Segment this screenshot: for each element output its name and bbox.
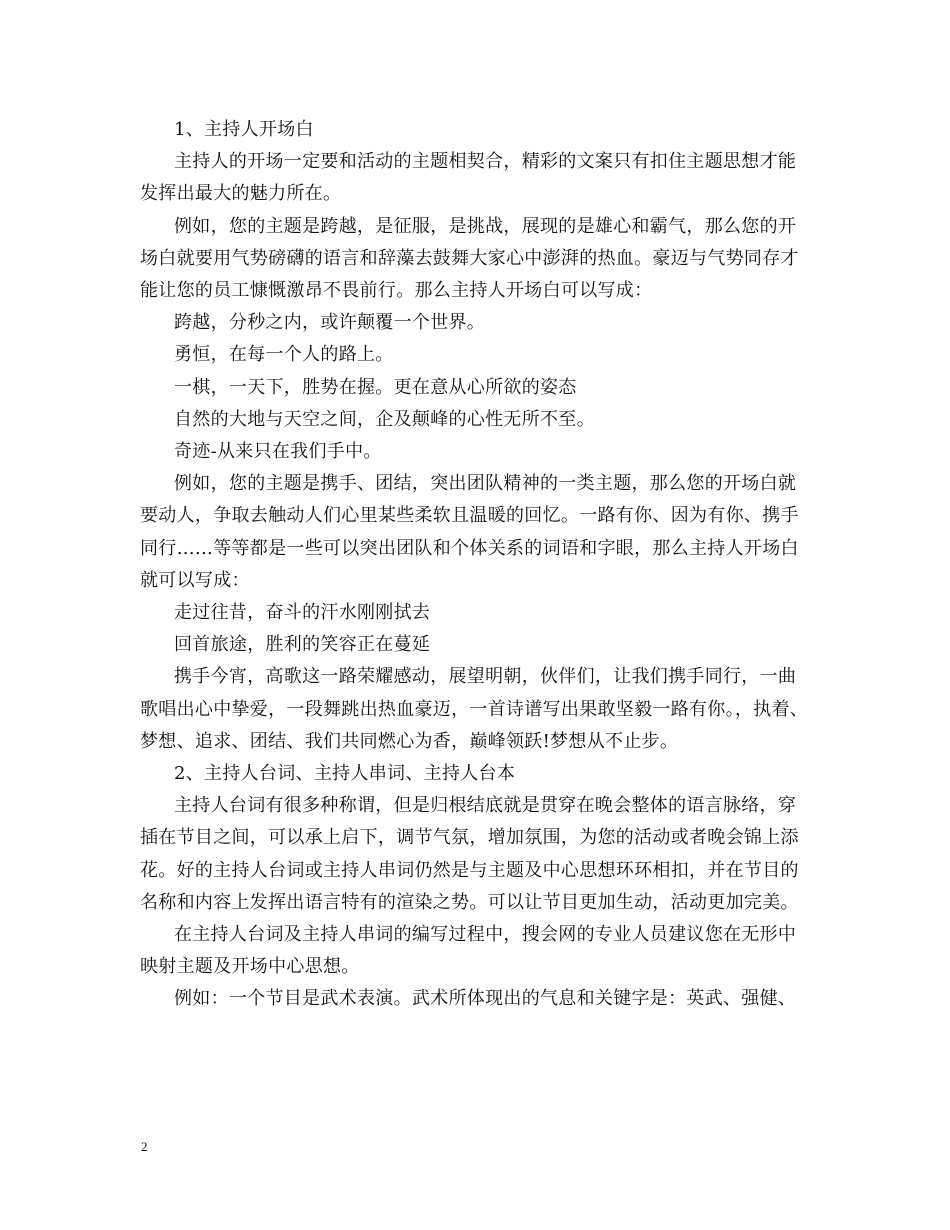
verse-line: 勇恒，在每一个人的路上。 <box>174 344 394 366</box>
paragraph: 携手今宵，高歌这一路荣耀感动，展望明朝，伙伴们，让我们携手同行，一曲歌唱出心中挚爱，一段舞跳出热血豪迈，一首诗谱写出果敢坚毅一路有你。，执着、梦想、追求、团结、我们共同燃心为香，巅峰领跃!梦想从不止步。 <box>140 666 809 752</box>
paragraph: 在主持人台词及主持人串词的编写过程中，搜会网的专业人员建议您在无形中映射主题及开场中心思想。 <box>140 924 797 978</box>
verse-line: 自然的大地与天空之间，企及颠峰的心性无所不至。 <box>174 408 595 430</box>
document-body <box>140 114 812 1016</box>
verse-line: 回首旅途，胜利的笑容正在蔓延 <box>174 634 431 656</box>
paragraph: 例如，您的主题是跨越，是征服，是挑战，展现的是雄心和霸气，那么您的开场白就要用气势磅礴的语言和辞藻去鼓舞大家心中澎湃的热血。豪迈与气势同存才能让您的员工慷慨激昂不畏前行。那么主持人开场白可以写成： <box>140 215 799 302</box>
verse-line: 跨越，分秒之内，或许颠覆一个世界。 <box>174 312 486 334</box>
paragraph: 主持人台词有很多种称谓，但是归根结底就是贯穿在晚会整体的语言脉络，穿插在节目之间，可以承上启下，调节气氛，增加氛围，为您的活动或者晚会锦上添花。好的主持人台词或主持人串词仍然是与主题及中心思想环环相扣，并在节目的名称和内容上发挥出语言特有的渲染之势。可以让节目更加生动，活动更加完美。 <box>140 795 799 913</box>
verse-line: 一棋，一天下，胜势在握。更在意从心所欲的姿态 <box>174 376 577 398</box>
heading-opening-remarks: 1、主持人开场白 <box>174 119 314 140</box>
heading-host-script: 2、主持人台词、主持人串词、主持人台本 <box>174 763 516 785</box>
verse-line: 走过往昔，奋斗的汗水刚刚拭去 <box>174 602 431 624</box>
paragraph: 例如：一个节目是武术表演。武术所体现出的气息和关键字是：英武、强健、 <box>174 988 797 1010</box>
paragraph: 例如，您的主题是携手、团结，突出团队精神的一类主题，那么您的开场白就要动人，争取去触动人们心里某些柔软且温暖的回忆。一路有你、因为有你、携手同行……等等都是一些可以突出团队和个体关系的词语和字眼，那么主持人开场白就可以写成： <box>140 473 799 591</box>
verse-line: 奇迹-从来只在我们手中。 <box>174 441 382 463</box>
page-number: 2 <box>141 1139 148 1154</box>
paragraph: 主持人的开场一定要和活动的主题相契合，精彩的文案只有扣住主题思想才能发挥出最大的魅力所在。 <box>140 151 797 205</box>
